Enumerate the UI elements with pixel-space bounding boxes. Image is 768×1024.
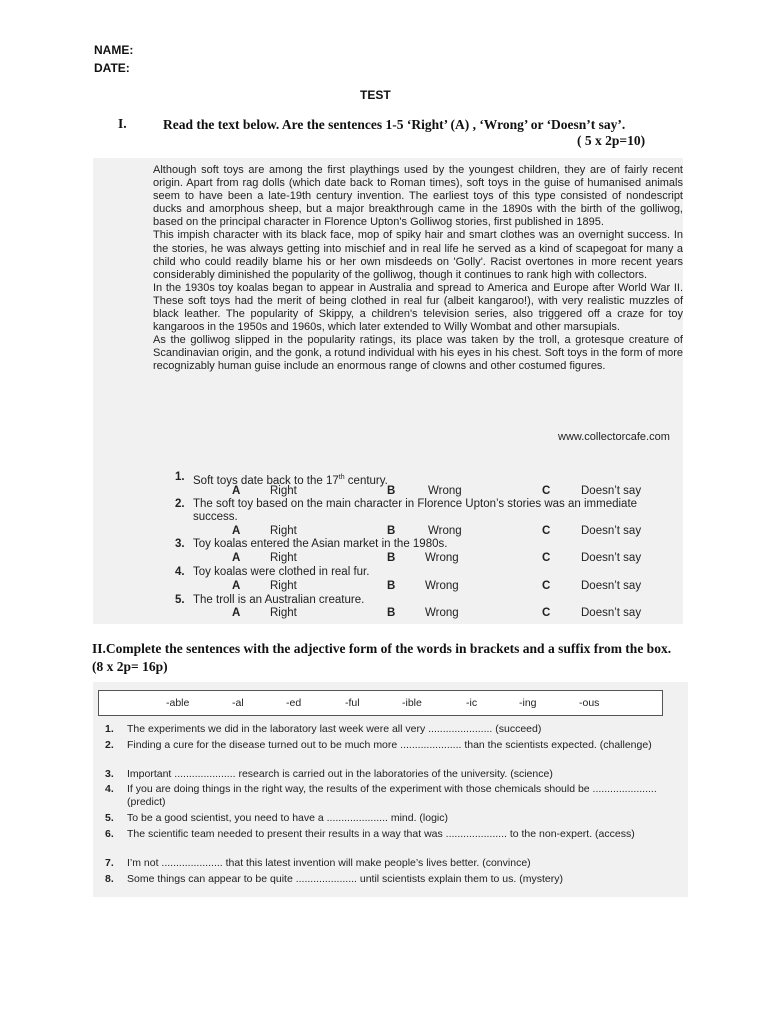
option-a-label: Right [270,525,297,537]
question-text: Soft toys date back to the 17th century. [193,474,388,487]
page-title: TEST [360,88,391,102]
section1-points: ( 5 x 2p=10) [577,133,646,148]
option-a-letter: A [232,607,241,619]
suffix-item: -ic [466,697,478,709]
sentence-text: The experiments we did in the laboratory last week were all very ...................... (succeed) [127,723,542,735]
question-number: 3. [175,538,185,550]
option-a-label: Right [270,580,297,592]
sentence-text: I’m not ..................... that this latest invention will make people’s lives better. (convince) [127,857,531,869]
question-number: 2. [175,498,185,510]
option-b-letter: B [387,552,396,564]
option-c-letter: C [542,485,551,497]
question-text: The troll is an Australian creature. [193,594,365,606]
option-b-label: Wrong [428,525,462,537]
passage-paragraph: In the 1930s toy koalas began to appear in Australia and spread to America and Europe after World War II. These soft toys had the merit of being clothed in real fur (albeit kangaroo!), with very realistic muzzles of black leather. The popularity of Skippy, a children's television series, also triggered off a craze for toy kangaroos in the 1950s and 1960s, which later extended to Willy Wombat and other marsupials. [153,281,683,334]
option-c-letter: C [542,525,551,537]
sentence-number: 5. [105,812,114,824]
passage-paragraph: Although soft toys are among the first playthings used by the youngest children, they are of fairly recent origin. Apart from rag dolls (which date back to Roman times), soft toys in the guise of humanised animals seem to have been a late-19th century invention. The earliest toys of this type consisted of nondescript ducks and amorphous sheep, but a major breakthrough came in the 1890s with the birth of the golliwog, based on the principal character in Florence Upton's Golliwog stories, first published in 1895. [153,164,683,229]
suffix-item: -able [166,697,190,709]
sentence-number: 4. [105,783,114,795]
sentence-number: 2. [105,739,114,751]
section1-number: I. [118,116,127,131]
suffix-item: -ous [579,697,600,709]
option-a-label: Right [270,607,297,619]
question-text: Toy koalas were clothed in real fur. [193,566,370,578]
sentence-text: The scientific team needed to present their results in a way that was ..................... to the non-expert. (access) [127,828,635,840]
question-number: 1. [175,471,185,483]
option-b-label: Wrong [425,552,459,564]
sentence-number: 1. [105,723,114,735]
reading-passage [153,164,683,374]
option-a-letter: A [232,525,241,537]
option-c-label: Doesn’t say [581,580,642,592]
option-c-label: Doesn’t say [581,485,642,497]
question-number: 4. [175,566,185,578]
option-b-letter: B [387,580,396,592]
option-a-label: Right [270,485,297,497]
sentence-text: Some things can appear to be quite ..................... until scientists explain them to us. (mystery) [127,873,563,885]
sentence-text: Finding a cure for the disease turned out to be much more ..................... than the scientists expected. (challenge) [127,739,652,751]
option-a-letter: A [232,580,241,592]
suffix-item: -ful [345,697,360,709]
option-c-letter: C [542,607,551,619]
option-b-letter: B [387,525,396,537]
suffix-box [98,690,663,716]
sentence-number: 6. [105,828,114,840]
sentence-number: 3. [105,768,114,780]
suffix-item: -ible [402,697,422,709]
passage-source: www.collectorcafe.com [558,431,670,443]
sentence-number: 8. [105,873,114,885]
section2-heading: II.Complete the sentences with the adjective form of the words in brackets and a suffix from the box. (8 x 2p= 16p) [92,641,672,674]
suffix-item: -ing [519,697,537,709]
question-number: 5. [175,594,185,606]
option-c-letter: C [542,580,551,592]
sentence-text: To be a good scientist, you need to have a ..................... mind. (logic) [127,812,448,824]
question-text: The soft toy based on the main character in Florence Upton’s stories was an immediate success. [193,498,638,523]
passage-paragraph: This impish character with its black face, mop of spiky hair and smart clothes was an overnight success. In the stories, he was always getting into mischief and in real life he served as a kind of scapegoat for many a child who could readily blame his or her own misdeeds on 'Golly'. Racist overtones in more recent years considerably diminished the popularity of the golliwog, though it continues to rank high with collectors. [153,229,683,281]
option-a-label: Right [270,552,297,564]
name-label: NAME: [94,43,134,57]
passage-paragraph: As the golliwog slipped in the popularity ratings, its place was taken by the troll, a grotesque creature of Scandinavian origin, and the gonk, a rotund individual with his eyes in his chest. Soft toys in the form of more recognizably human guise include an enormous range of clowns and other costumed figures. [153,334,683,373]
option-c-label: Doesn’t say [581,525,642,537]
date-label: DATE: [94,61,130,75]
section1-instruction: Read the text below. Are the sentences 1-5 ‘Right’ (A) , ‘Wrong’ or ‘Doesn’t say’. [163,117,626,132]
sentence-number: 7. [105,857,114,869]
option-a-letter: A [232,552,241,564]
option-a-letter: A [232,485,241,497]
suffix-item: -ed [286,697,302,709]
sentence-text: Important ..................... research is carried out in the laboratories of the university. (science) [127,768,553,780]
option-b-label: Wrong [428,485,462,497]
option-b-letter: B [387,485,396,497]
question-text: Toy koalas entered the Asian market in the 1980s. [193,538,448,550]
option-b-letter: B [387,607,396,619]
option-c-label: Doesn’t say [581,607,642,619]
suffix-item: -al [232,697,244,709]
option-c-letter: C [542,552,551,564]
option-b-label: Wrong [425,580,459,592]
option-b-label: Wrong [425,607,459,619]
sentence-text: If you are doing things in the right way, the results of the experiment with those chemicals should be ...................... (predict) [127,783,657,808]
option-c-label: Doesn’t say [581,552,642,564]
